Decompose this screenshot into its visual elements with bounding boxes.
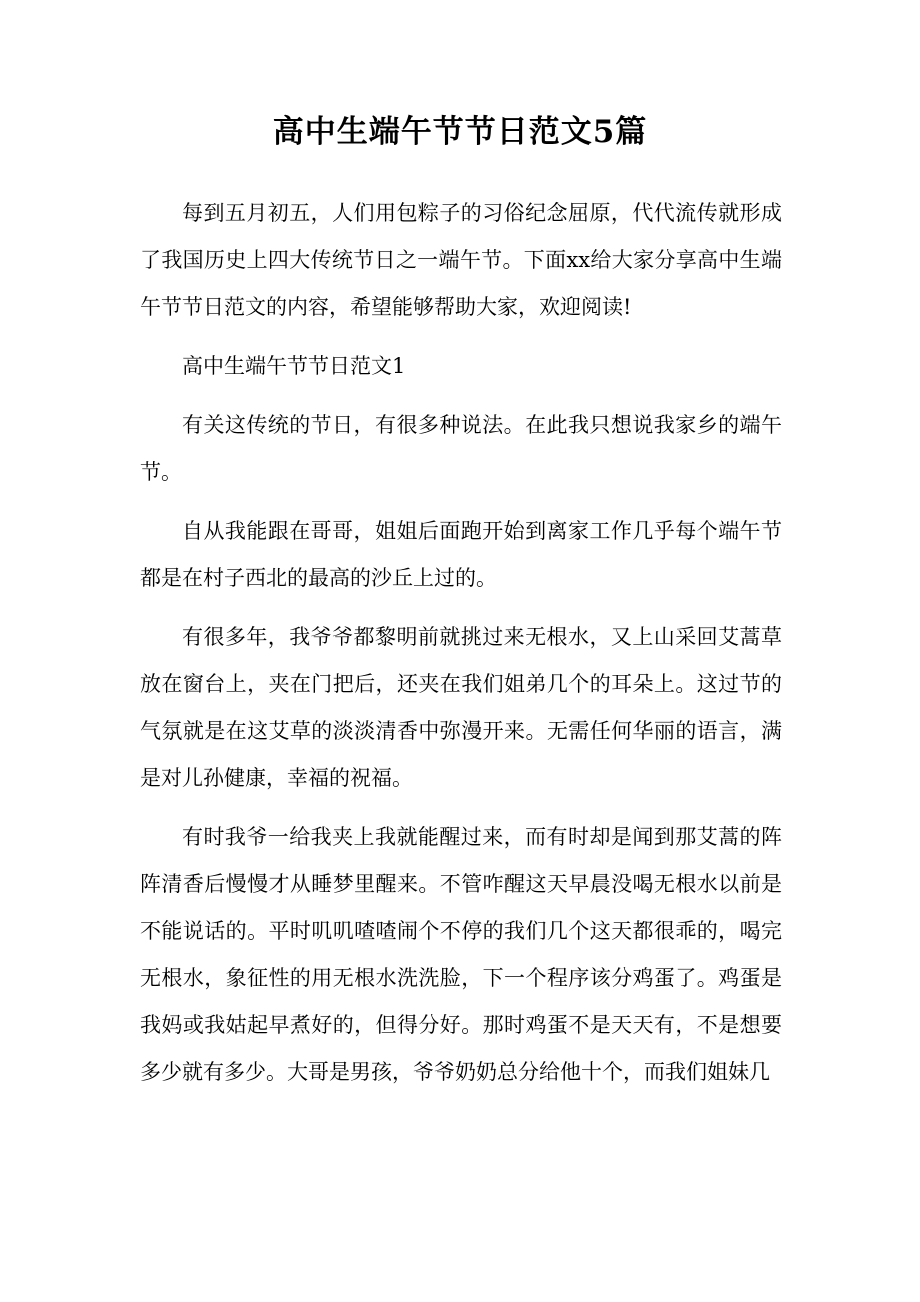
section-heading: 高中生端午节节日范文1 xyxy=(182,354,406,378)
document-body xyxy=(140,190,782,1108)
document-title: 高中生端午节节日范文5篇 xyxy=(272,114,648,150)
paragraph: 有很多年，我爷爷都黎明前就挑过来无根水，又上山采回艾蒿草放在窗台上，夹在门把后，还夹在我们姐弟几个的耳朵上。这过节的气氛就是在这艾草的淡淡清香中弥漫开来。无需任何华丽的语言，满是对儿孙健康，幸福的祝福。 xyxy=(140,625,782,790)
paragraph: 有关这传统的节日，有很多种说法。在此我只想说我家乡的端午节。 xyxy=(140,413,782,484)
paragraph: 有时我爷一给我夹上我就能醒过来，而有时却是闻到那艾蒿的阵阵清香后慢慢才从睡梦里醒来。不管咋醒这天早晨没喝无根水以前是不能说话的。平时叽叽喳喳闹个不停的我们几个这天都很乖的，喝完无根水，象征性的用无根水洗洗脸，下一个程序该分鸡蛋了。鸡蛋是我妈或我姑起早煮好的，但得分好。那时鸡蛋不是天天有，不是想要多少就有多少。大哥是男孩，爷爷奶奶总分给他十个，而我们姐妹几 xyxy=(140,825,782,1084)
paragraph: 自从我能跟在哥哥，姐姐后面跑开始到离家工作几乎每个端午节都是在村子西北的最高的沙丘上过的。 xyxy=(140,519,782,590)
paragraph-intro: 每到五月初五，人们用包粽子的习俗纪念屈原，代代流传就形成了我国历史上四大传统节日之一端午节。下面xx给大家分享高中生端午节节日范文的内容，希望能够帮助大家，欢迎阅读! xyxy=(140,201,782,319)
